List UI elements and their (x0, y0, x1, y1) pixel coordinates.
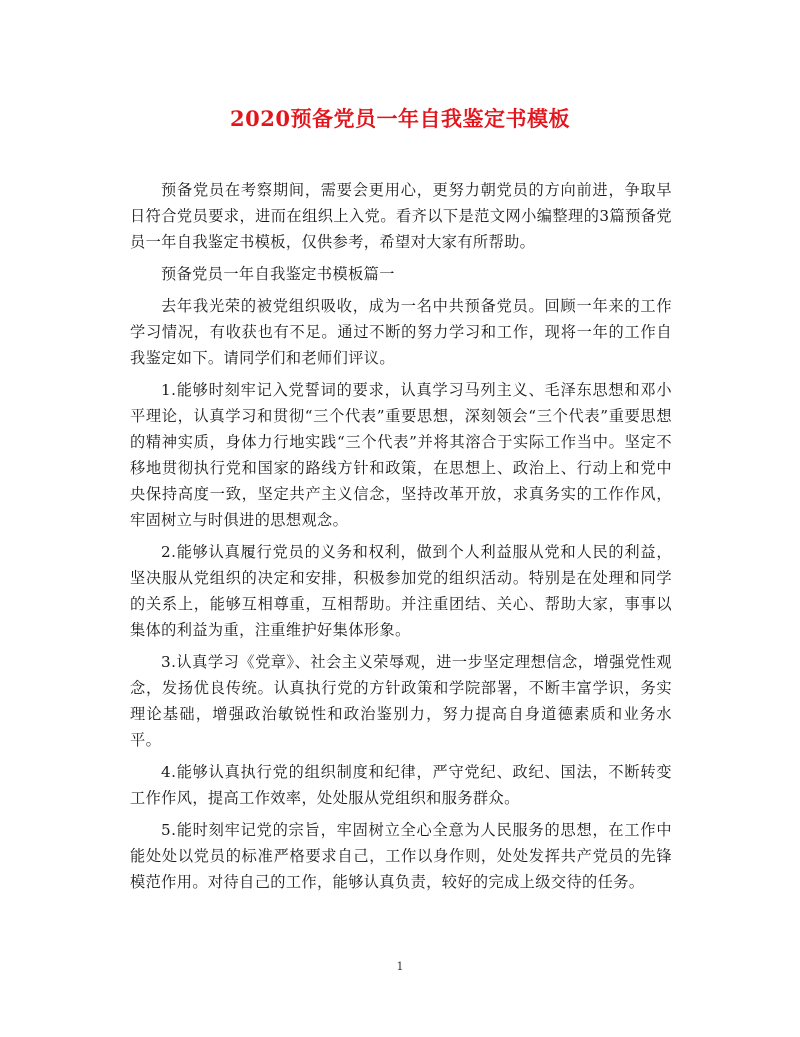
list-item-4: 4.能够认真执行党的组织制度和纪律，严守党纪、政纪、国法，不断转变工作作风，提高工作效率，处处服从党组织和服务群众。 (130, 763, 672, 807)
section-heading: 预备党员一年自我鉴定书模板篇一 (161, 265, 395, 283)
intro-paragraph: 预备党员在考察期间，需要会更用心，更努力朝党员的方向前进，争取早日符合党员要求，进而在组织上入党。看齐以下是范文网小编整理的3篇预备党员一年自我鉴定书模板，仅供参考，希望对大家有所帮助。 (130, 181, 672, 251)
document-body (130, 177, 672, 901)
body-paragraph: 去年我光荣的被党组织吸收，成为一名中共预备党员。回顾一年来的工作学习情况，有收获也有不足。通过不断的努力学习和工作，现将一年的工作自我鉴定如下。请同学们和老师们评议。 (130, 297, 672, 367)
page-number: 1 (396, 960, 404, 973)
list-item-5: 5.能时刻牢记党的宗旨，牢固树立全心全意为人民服务的思想，在工作中能处处以党员的标准严格要求自己，工作以身作则，处处发挥共产党员的先锋模范作用。对待自己的工作，能够认真负责，较好的完成上级交待的任务。 (130, 821, 672, 891)
list-item-2: 2.能够认真履行党员的义务和权利，做到个人利益服从党和人民的利益，坚决服从党组织的决定和安排，积极参加党的组织活动。特别是在处理和同学的关系上，能够互相尊重，互相帮助。并注重团结、关心、帮助大家，事事以集体的利益为重，注重维护好集体形象。 (130, 543, 672, 639)
list-item-1: 1.能够时刻牢记入党誓词的要求，认真学习马列主义、毛泽东思想和邓小平理论，认真学习和贯彻“三个代表”重要思想，深刻领会“三个代表”重要思想的精神实质，身体力行地实践“三个代表”并将其溶合于实际工作当中。坚定不移地贯彻执行党和国家的路线方针和政策，在思想上、政治上、行动上和党中央保持高度一致，坚定共产主义信念，坚持改革开放，求真务实的工作作风，牢固树立与时俱进的思想观念。 (130, 381, 672, 529)
list-item-3: 3.认真学习《党章》、社会主义荣辱观，进一步坚定理想信念，增强党性观念，发扬优良传统。认真执行党的方针政策和学院部署，不断丰富学识，务实理论基础，增强政治敏锐性和政治鉴别力，努力提高自身道德素质和业务水平。 (130, 653, 672, 749)
document-title: 2020预备党员一年自我鉴定书模板 (230, 106, 570, 131)
